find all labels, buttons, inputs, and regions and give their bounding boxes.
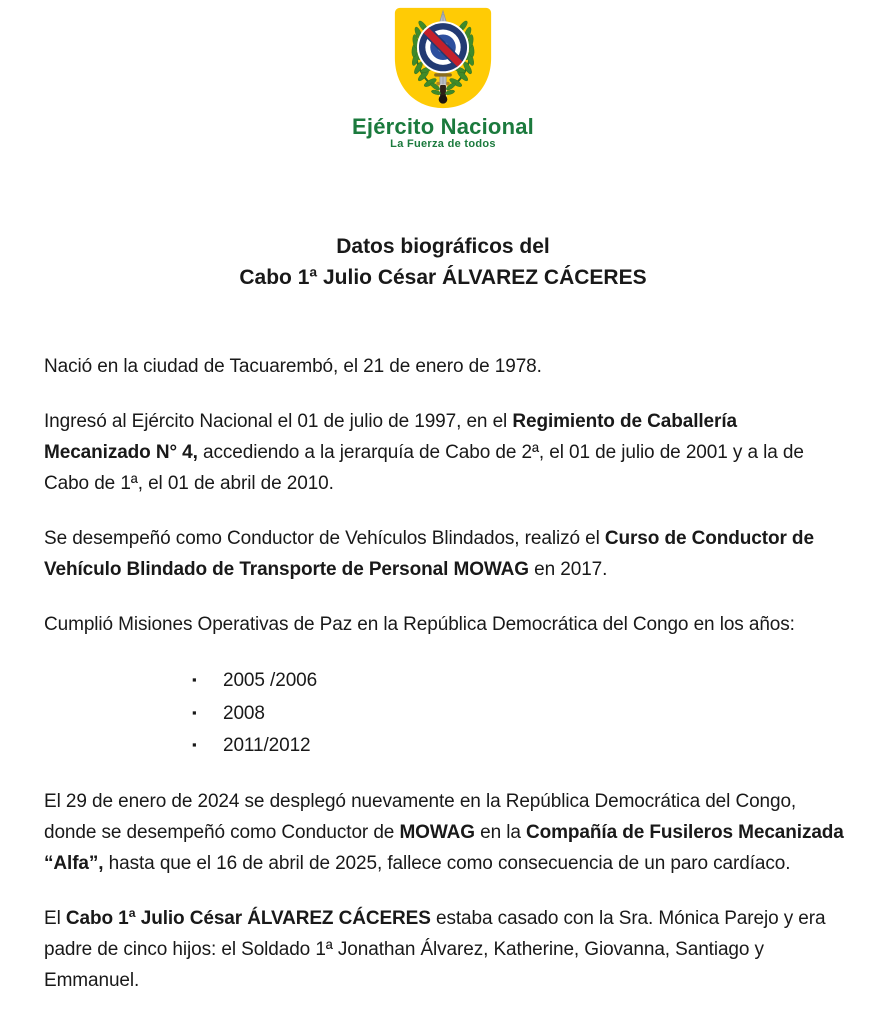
cockade	[417, 21, 469, 73]
army-crest-icon	[384, 4, 502, 114]
paragraph	[44, 786, 844, 879]
paragraph	[44, 351, 844, 382]
text-run: El 29 de enero de 2024 se desplegó nuevamente en la República Democrática del Congo, donde se desempeñó como Conductor de	[44, 790, 797, 843]
brand-name: Ejército Nacional	[352, 114, 534, 139]
sword-pommel	[439, 95, 448, 104]
year-list	[44, 664, 844, 762]
bold-text-run: Compañía de Fusileros Mecanizada “Alfa”,	[44, 821, 844, 874]
text-run: accediendo a la jerarquía de Cabo de 2ª, el 01 de julio de 2001 y a la de Cabo de 1ª, el 01 de abril de 2010.	[44, 442, 804, 494]
document-title	[0, 231, 886, 293]
bold-text-run: Regimiento de Caballería Mecanizado N° 4,	[44, 411, 737, 463]
list-item-text: 2008	[223, 702, 265, 724]
bold-text-run: MOWAG	[399, 821, 475, 843]
text-run: Cumplió Misiones Operativas de Paz en la República Democrática del Congo en los años:	[44, 614, 795, 635]
sword-guard	[434, 73, 452, 76]
text-run: El	[44, 907, 66, 929]
paragraph	[44, 523, 844, 585]
list-item-text: 2011/2012	[223, 735, 311, 756]
paragraph	[44, 609, 844, 640]
document-header	[0, 0, 886, 151]
document-body	[44, 351, 844, 996]
text-run: hasta que el 16 de abril de 2025, fallece como consecuencia de un paro cardíaco.	[103, 852, 791, 874]
list-item-text: 2005 /2006	[223, 670, 318, 691]
list-item	[192, 729, 844, 762]
text-run: Se desempeñó como Conductor de Vehículos Blindados, realizó el	[44, 528, 605, 549]
text-run: Nació en la ciudad de Tacuarembó, el 21 de enero de 1978.	[44, 356, 542, 377]
bold-text-run: Cabo 1ª Julio César ÁLVAREZ CÁCERES	[65, 907, 431, 929]
title-line1: Datos biográficos del	[336, 235, 550, 258]
list-item	[192, 664, 844, 697]
brand-tagline: La Fuerza de todos	[390, 138, 496, 150]
bold-text-run: Curso de Conductor de Vehículo Blindado de Transporte de Personal MOWAG	[44, 528, 814, 580]
text-run: Ingresó al Ejército Nacional el 01 de julio de 1997, en el	[44, 411, 513, 432]
text-run: estaba casado con la Sra. Mónica Parejo y era padre de cinco hijos: el Soldado 1ª Jonathan Álvarez, Katherine, Giovanna, Santiago y Emmanuel.	[44, 907, 826, 991]
square-bullet-icon: ▪	[192, 704, 197, 720]
square-bullet-icon: ▪	[192, 672, 197, 687]
paragraph	[44, 903, 844, 996]
text-run: en la	[474, 821, 526, 843]
text-run: en 2017.	[528, 559, 608, 580]
paragraph	[44, 406, 844, 499]
square-bullet-icon: ▪	[192, 737, 197, 752]
title-line2: Cabo 1ª Julio César ÁLVAREZ CÁCERES	[239, 266, 647, 289]
list-item	[192, 697, 844, 730]
